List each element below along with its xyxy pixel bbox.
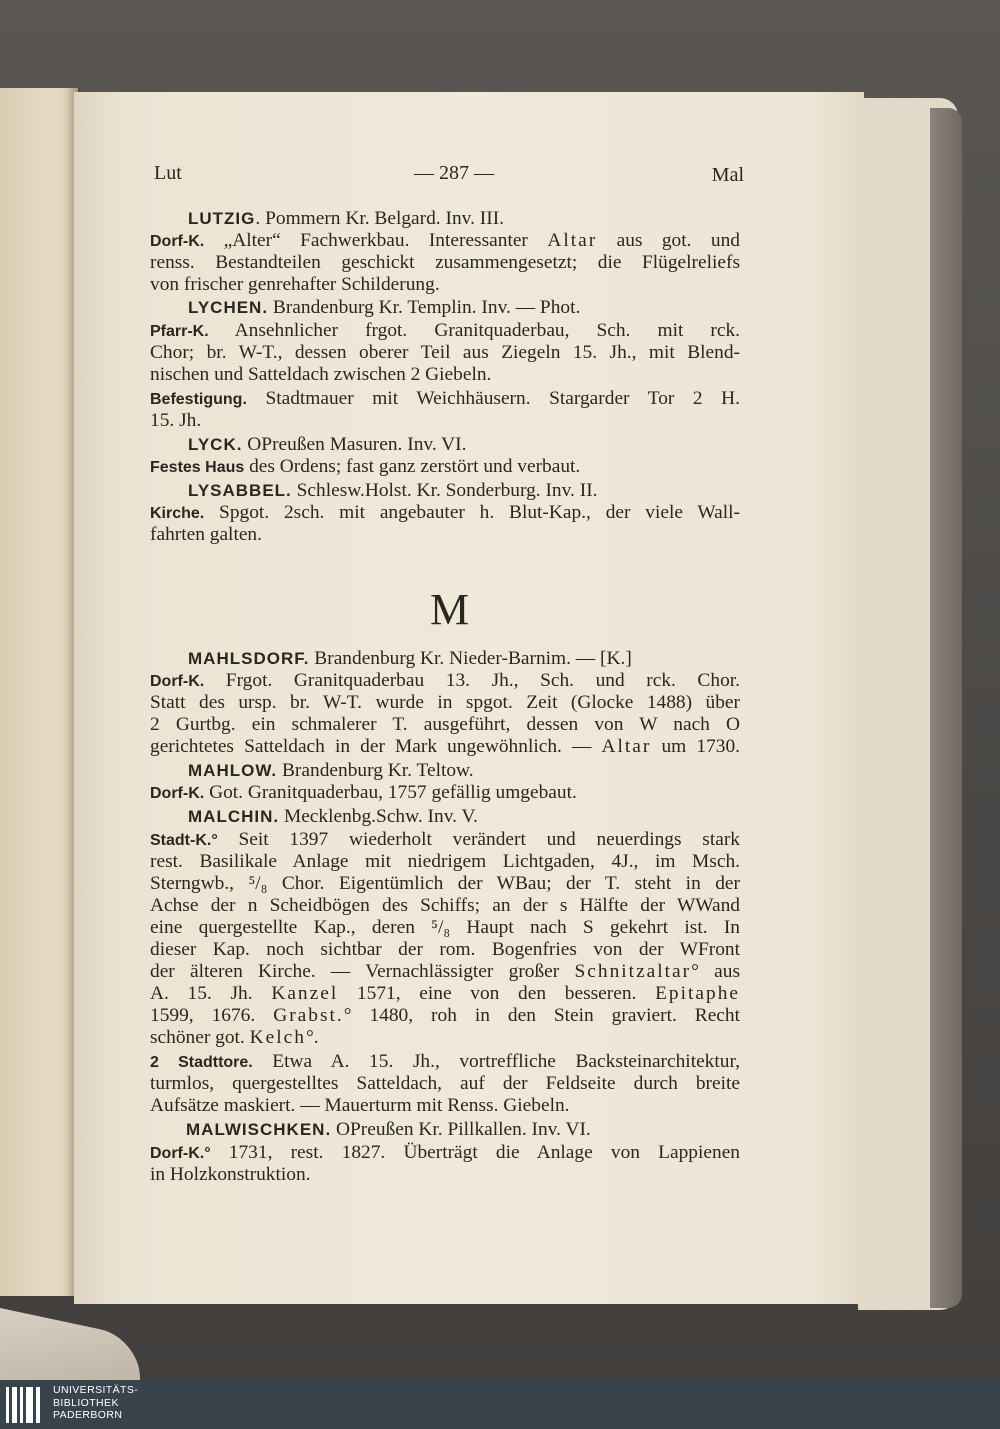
text-run: Etwa A. 15. Jh., vortreffliche Backsteinarchitektur, <box>252 1051 740 1072</box>
text-run: ° aus <box>691 961 740 982</box>
spaced-term: Epitaphe <box>655 983 740 1004</box>
entry-keyword: MAHLSDORF. <box>188 649 310 668</box>
text-run: Got. Granitquaderbau, 1757 gefällig umgebaut. <box>204 782 577 803</box>
text-run: Chor; br. W-T., dessen oberer Teil aus Ziegeln 15. Jh., mit Blend- <box>150 342 740 363</box>
text-line <box>150 1095 740 1117</box>
text-line <box>150 1027 740 1049</box>
text-run: OPreußen Kr. Pillkallen. Inv. VI. <box>331 1119 591 1140</box>
text-run: Brandenburg Kr. Templin. Inv. — Phot. <box>268 297 581 318</box>
text-run: schöner got. <box>150 1027 250 1048</box>
library-footer <box>0 1380 1000 1429</box>
text-line <box>150 502 740 525</box>
text-line <box>150 851 740 873</box>
spaced-term: Kelch <box>249 1027 306 1048</box>
book-cover-edge <box>930 108 962 1308</box>
text-run: Schlesw.Holst. Kr. Sonderburg. Inv. II. <box>291 480 598 501</box>
text-run: des Ordens; fast ganz zerstört und verbaut. <box>244 456 581 477</box>
text-line <box>150 320 740 343</box>
spaced-term: Altar <box>601 736 652 757</box>
library-name-line1: UNIVERSITÄTS- <box>53 1384 139 1396</box>
entry-label: Stadt-K.° <box>150 832 218 849</box>
entry-keyword: MALWISCHKEN. <box>186 1120 332 1139</box>
library-name <box>53 1384 138 1422</box>
text-line <box>150 736 740 758</box>
entry-label: Dorf-K. <box>150 673 205 690</box>
text-run: Frgot. Granitquaderbau 13. Jh., Sch. und rck. Chor. <box>204 670 740 691</box>
page-number: — 287 — <box>414 162 494 184</box>
entry-label: Pfarr-K. <box>150 323 209 340</box>
entry-keyword: LYCK. <box>188 435 243 454</box>
text-run: Achse der n Scheidbögen des Schiffs; an der s Hälfte der WWand <box>150 895 740 916</box>
text-line <box>188 297 740 319</box>
text-line <box>186 1119 740 1141</box>
text-line <box>188 208 740 230</box>
text-run: OPreußen Masuren. Inv. VI. <box>242 434 467 455</box>
entry-keyword: MALCHIN. <box>188 807 280 826</box>
text-line <box>150 1051 740 1074</box>
text-run: Mecklenbg.Schw. Inv. V. <box>279 806 478 827</box>
text-line <box>150 1142 740 1165</box>
text-line <box>150 829 740 852</box>
text-run: °. <box>305 1027 319 1048</box>
text-line <box>150 230 740 253</box>
text-line <box>188 434 740 456</box>
entry-keyword: LUTZIG <box>188 209 256 228</box>
text-run: aus got. und <box>597 230 740 251</box>
entry-keyword: LYSABBEL. <box>188 481 292 500</box>
text-line <box>150 388 740 411</box>
text-run: turmlos, quergestelltes Satteldach, auf der Feldseite durch breite <box>150 1073 740 1094</box>
entry-keyword: MAHLOW. <box>188 761 278 780</box>
text-run: eine quergestellte Kap., deren ⁵/₈ Haupt nach S gekehrt ist. In <box>150 917 740 938</box>
text-run: Brandenburg Kr. Nieder-Barnim. — [K.] <box>309 648 632 669</box>
text-line <box>150 456 740 479</box>
text-run: der älteren Kirche. — Vernachlässigter großer <box>150 961 575 982</box>
text-run: Brandenburg Kr. Teltow. <box>277 760 474 781</box>
text-run: 1731, rest. 1827. Überträgt die Anlage von Lappienen <box>210 1142 740 1163</box>
text-run: Spgot. 2sch. mit angebauter h. Blut-Kap., der viele Wall- <box>204 502 740 523</box>
text-run: Sterngwb., ⁵/₈ Chor. Eigentümlich der WBau; der T. steht in der <box>150 873 740 894</box>
entry-label: Befestigung. <box>150 391 247 408</box>
entry-label: Festes Haus <box>150 459 245 476</box>
text-line <box>150 274 740 296</box>
text-line <box>150 873 740 895</box>
text-line <box>150 524 740 546</box>
library-logo-icon <box>6 1387 44 1423</box>
entry-label: Dorf-K. <box>150 233 205 250</box>
text-line <box>150 895 740 917</box>
text-line <box>150 410 740 432</box>
text-run: 15. Jh. <box>150 410 202 431</box>
text-line <box>150 917 740 939</box>
text-line <box>150 252 740 274</box>
text-run: 2 Gurtbg. ein schmalerer T. ausgeführt, dessen von W nach O <box>150 714 740 735</box>
text-line <box>150 670 740 693</box>
entry-label: Dorf-K. <box>150 785 205 802</box>
text-run: 1571, eine von den besseren. <box>338 983 656 1004</box>
text-line <box>150 939 740 961</box>
text-line <box>150 782 740 805</box>
entry-label: Kirche. <box>150 505 205 522</box>
spaced-term: Altar <box>547 230 598 251</box>
spaced-term: Grabst. <box>273 1005 344 1026</box>
text-line <box>188 806 740 828</box>
text-run: Aufsätze maskiert. — Mauerturm mit Renss. Giebeln. <box>150 1095 570 1116</box>
text-line <box>188 760 740 782</box>
text-line <box>150 714 740 736</box>
text-run: dieser Kap. noch sichtbar der rom. Bogenfries von der WFront <box>150 939 740 960</box>
library-name-line2: BIBLIOTHEK <box>53 1396 119 1409</box>
running-head-left: Lut <box>154 162 182 184</box>
text-run: ° 1480, roh in den Stein graviert. Recht <box>343 1005 740 1026</box>
running-head-right: Mal <box>711 164 744 186</box>
text-run: . Pommern Kr. Belgard. Inv. III. <box>255 208 505 229</box>
text-run: Stadtmauer mit Weichhäusern. Stargarder Tor 2 H. <box>246 388 740 409</box>
text-run: Seit 1397 wiederholt verändert und neuerdings stark <box>217 829 740 850</box>
text-run: 1599, 1676. <box>150 1005 274 1026</box>
text-run: gerichtetes Satteldach in der Mark ungewöhnlich. — <box>150 736 602 757</box>
text-run: A. 15. Jh. <box>150 983 272 1004</box>
library-name-line3: PADERBORN <box>53 1409 123 1421</box>
text-line <box>150 1005 740 1027</box>
text-run: Ansehnlicher frgot. Granitquaderbau, Sch. mit rck. <box>208 320 740 341</box>
text-run: fahrten galten. <box>150 524 262 545</box>
book-page <box>74 92 864 1304</box>
text-line <box>188 648 740 670</box>
text-run: in Holzkonstruktion. <box>150 1164 311 1185</box>
text-run: nischen und Satteldach zwischen 2 Giebeln. <box>150 364 492 385</box>
entry-label: Dorf-K.° <box>150 1145 211 1162</box>
text-line <box>150 364 740 386</box>
spaced-term: Kanzel <box>271 983 339 1004</box>
text-line <box>150 1073 740 1095</box>
text-run: renss. Bestandteilen geschickt zusammengesetzt; die Flügelreliefs <box>150 252 740 273</box>
text-run: „Alter“ Fachwerkbau. Interessanter <box>204 230 548 251</box>
text-line <box>188 480 740 502</box>
section-letter: M <box>430 585 470 634</box>
text-line <box>150 983 740 1005</box>
text-line <box>150 961 740 983</box>
text-run: rest. Basilikale Anlage mit niedrigem Lichtgaden, 4J., im Msch. <box>150 851 740 872</box>
text-line <box>150 342 740 364</box>
text-run: um 1730. <box>651 736 740 757</box>
text-line <box>150 1164 740 1186</box>
text-run: von frischer genrehafter Schilderung. <box>150 274 440 295</box>
entry-label: 2 Stadttore. <box>150 1054 253 1071</box>
text-line <box>150 692 740 714</box>
spaced-term: Schnitzaltar <box>574 961 692 982</box>
entry-keyword: LYCHEN. <box>188 298 269 317</box>
text-run: Statt des ursp. br. W-T. wurde in spgot. Zeit (Glocke 1488) über <box>150 692 740 713</box>
